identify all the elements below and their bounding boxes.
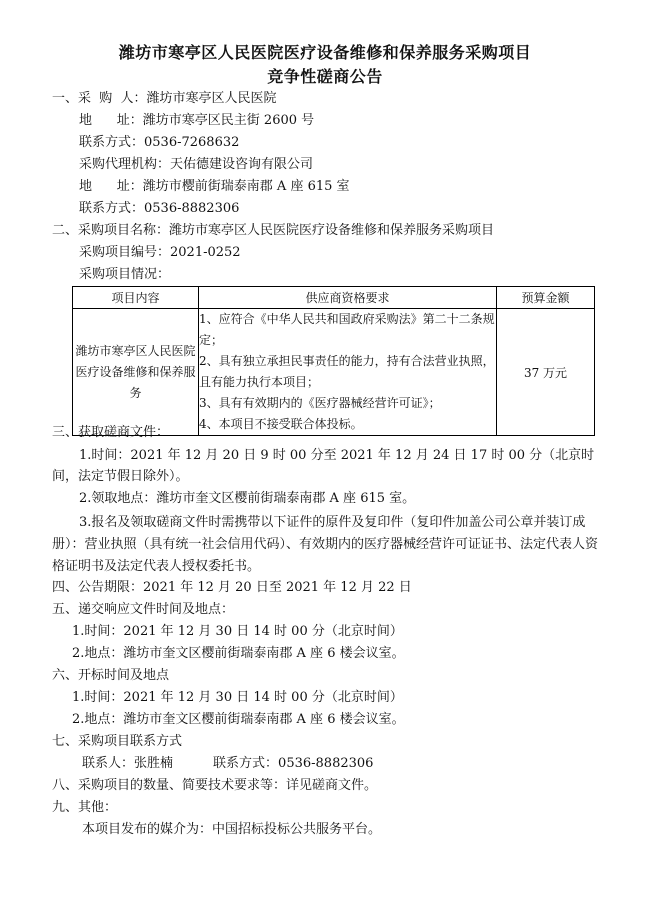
header-content: 项目内容 xyxy=(73,287,199,309)
section4-line: 四、公告期限：2021 年 12 月 20 日至 2021 年 12 月 22 日 xyxy=(52,580,412,595)
agency-phone-label: 联系方式： xyxy=(79,201,145,216)
section7-contact-line xyxy=(82,754,373,774)
document-title: 潍坊市寒亭区人民医院医疗设备维修和保养服务采购项目 xyxy=(118,43,532,62)
table-row xyxy=(73,309,595,436)
section6-item2: 2.地点：潍坊市奎文区樱前街瑞泰南郡 A 座 6 楼会议室。 xyxy=(72,712,405,727)
section3-heading: 三、获取磋商文件： xyxy=(52,425,170,440)
project-table xyxy=(72,286,595,436)
budget-cell: 37 万元 xyxy=(497,309,595,436)
agency-name: 天佑德建设咨询有限公司 xyxy=(170,157,314,172)
requirement-item: 3、具有有效期内的《医疗器械经营许可证》； xyxy=(199,396,441,410)
section3-item2: 2.领取地点：潍坊市奎文区樱前街瑞泰南郡 A 座 615 室。 xyxy=(79,491,416,506)
agency-address-line xyxy=(79,177,350,197)
section9-heading: 九、其他： xyxy=(52,800,118,815)
document-subtitle: 竞争性磋商公告 xyxy=(267,67,383,86)
project-status-label: 采购项目情况： xyxy=(79,267,171,282)
section5-item2: 2.地点：潍坊市奎文区樱前街瑞泰南郡 A 座 6 楼会议室。 xyxy=(72,646,405,661)
table-header-row xyxy=(73,287,595,309)
contact-label: 联系人： xyxy=(82,756,135,771)
agency-address-label: 地 址： xyxy=(79,179,143,194)
purchaser-name: 潍坊市寒亭区人民医院 xyxy=(146,91,277,106)
agency-phone: 0536-8882306 xyxy=(144,201,240,216)
section5-item1: 1.时间：2021 年 12 月 30 日 14 时 00 分（北京时间） xyxy=(72,624,403,639)
contact-phone: 0536-8882306 xyxy=(278,756,374,771)
section2-heading: 二、采购项目名称： xyxy=(52,223,170,238)
contact-name: 张胜楠 xyxy=(134,756,174,771)
agency-phone-line xyxy=(79,199,239,219)
purchaser-phone: 0536-7268632 xyxy=(144,135,240,150)
requirement-item: 1、应符合《中华人民共和国政府采购法》第二十二条规定； xyxy=(199,312,495,347)
section6-heading: 六、开标时间及地点 xyxy=(52,668,170,683)
agency-address: 潍坊市樱前街瑞泰南郡 A 座 615 室 xyxy=(142,179,350,194)
contact-phone-label: 联系方式： xyxy=(213,756,279,771)
purchaser-phone-label: 联系方式： xyxy=(79,135,145,150)
purchaser-phone-line xyxy=(79,133,239,153)
agency-label: 采购代理机构： xyxy=(79,157,171,172)
project-number-line xyxy=(79,243,241,263)
purchaser-address-line xyxy=(79,111,314,131)
section8-line: 八、采购项目的数量、简要技术要求等：详见磋商文件。 xyxy=(52,778,378,793)
section5-heading: 五、递交响应文件时间及地点： xyxy=(52,602,235,617)
project-content-cell: 潍坊市寒亭区人民医院医疗设备维修和保养服务 xyxy=(73,309,199,436)
section7-heading: 七、采购项目联系方式 xyxy=(52,734,183,749)
purchaser-address-label: 地 址： xyxy=(79,113,143,128)
header-budget: 预算金额 xyxy=(497,287,595,309)
project-number: 2021-0252 xyxy=(170,245,241,260)
section3-item3: 3.报名及领取磋商文件时需携带以下证件的原件及复印件（复印件加盖公司公章并装订成册）：营业执照（具有统一社会信用代码）、有效期内的医疗器械经营许可证证书、法定代表人资格证明书及法定代表人授权委托书。 xyxy=(52,515,599,574)
section3-item1: 1.时间：2021 年 12 月 20 日 9 时 00 分至 2021 年 12 月 24 日 17 时 00 分（北京时间，法定节假日除外）。 xyxy=(52,448,595,484)
requirements-cell xyxy=(199,309,497,436)
requirement-item: 4、本项目不接受联合体投标。 xyxy=(199,417,363,431)
project-number-label: 采购项目编号： xyxy=(79,245,171,260)
requirement-item: 2、具有独立承担民事责任的能力，持有合法营业执照，且有能力执行本项目； xyxy=(199,354,495,389)
agency-line xyxy=(79,155,313,175)
header-requirements: 供应商资格要求 xyxy=(199,287,497,309)
project-name: 潍坊市寒亭区人民医院医疗设备维修和保养服务采购项目 xyxy=(169,223,495,238)
section2-line xyxy=(52,221,494,241)
section1-heading: 一、采 购 人： xyxy=(52,91,147,106)
section6-item1: 1.时间：2021 年 12 月 30 日 14 时 00 分（北京时间） xyxy=(72,690,403,705)
section9-text: 本项目发布的媒介为：中国招标投标公共服务平台。 xyxy=(82,822,382,837)
purchaser-address: 潍坊市寒亭区民主街 2600 号 xyxy=(142,113,315,128)
section1-line xyxy=(52,89,277,109)
